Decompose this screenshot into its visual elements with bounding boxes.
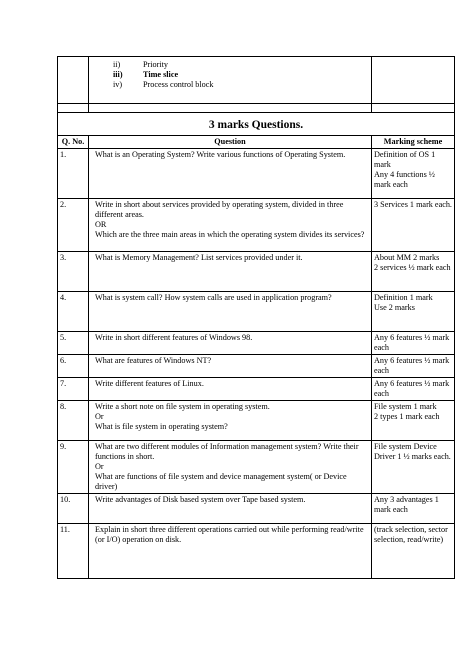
question-table <box>57 56 455 579</box>
question-text <box>89 355 372 378</box>
question-number: 2. <box>58 199 89 252</box>
marking-line: Any 4 functions ½ mark each <box>374 170 435 189</box>
section-title-row <box>58 113 455 136</box>
question-number: 3. <box>58 252 89 292</box>
marking-scheme <box>372 252 455 292</box>
table-row <box>58 149 455 199</box>
question-text <box>89 292 372 332</box>
marking-scheme <box>372 292 455 332</box>
table-row <box>58 199 455 252</box>
marking-line: Any 6 features ½ mark each <box>374 356 450 375</box>
question-line: Write a short note on file system in operating system. <box>95 402 270 411</box>
table-row <box>58 378 455 401</box>
marking-scheme <box>372 441 455 494</box>
question-line: What are features of Windows NT? <box>95 356 212 365</box>
header-qno: Q. No. <box>58 136 89 149</box>
marking-line: 3 Services 1 mark each. <box>374 200 452 209</box>
question-line: What is an Operating System? Write various functions of Operating System. <box>95 150 346 159</box>
marking-line: 2 services ½ mark each <box>374 263 451 272</box>
spacer-row <box>58 104 455 113</box>
marking-scheme <box>372 355 455 378</box>
question-line: What are two different modules of Information management system? Write their functions in short. <box>95 442 359 461</box>
question-line: OR <box>95 220 107 229</box>
question-sheet <box>57 56 454 579</box>
question-line: Or <box>95 412 104 421</box>
table-row <box>58 332 455 355</box>
table-row <box>58 252 455 292</box>
marking-scheme <box>372 378 455 401</box>
options-cell <box>89 57 372 104</box>
table-row <box>58 494 455 524</box>
option-item: iv) Process control block <box>113 80 214 89</box>
options-row <box>58 57 455 104</box>
question-line: Explain in short three different operations carried out while performing read/write (or I/O) operation on disk. <box>95 525 364 544</box>
marking-line: Definition of OS 1 mark <box>374 150 436 169</box>
question-text <box>89 441 372 494</box>
marking-line: Any 6 features ½ mark each <box>374 333 450 352</box>
marking-line: (track selection, sector selection, read/write) <box>374 525 448 544</box>
question-line: Write advantages of Disk based system over Tape based system. <box>95 495 306 504</box>
marking-line: 2 types 1 mark each <box>374 412 440 421</box>
question-line: What are functions of file system and device management system( or Device driver) <box>95 472 347 491</box>
marking-line: About MM 2 marks <box>374 253 440 262</box>
question-line: Or <box>95 462 104 471</box>
question-number: 7. <box>58 378 89 401</box>
question-line: What is Memory Management? List services provided under it. <box>95 253 303 262</box>
question-line: Write in short about services provided by operating system, divided in three different areas. <box>95 200 344 219</box>
marking-line: File system 1 mark <box>374 402 437 411</box>
table-row <box>58 292 455 332</box>
question-line: Write in short different features of Windows 98. <box>95 333 253 342</box>
marking-scheme <box>372 524 455 579</box>
marking-line: File system Device Driver 1 ½ marks each. <box>374 442 451 461</box>
marking-scheme <box>372 401 455 441</box>
question-text <box>89 401 372 441</box>
marking-line: Any 6 features ½ mark each <box>374 379 450 398</box>
question-number: 5. <box>58 332 89 355</box>
header-scheme: Marking scheme <box>372 136 455 149</box>
question-number: 6. <box>58 355 89 378</box>
question-number: 10. <box>58 494 89 524</box>
table-row <box>58 441 455 494</box>
question-text <box>89 149 372 199</box>
question-line: What is system call? How system calls are used in application program? <box>95 293 332 302</box>
marking-line: Use 2 marks <box>374 303 415 312</box>
marking-line: Definition 1 mark <box>374 293 433 302</box>
option-item: ii) Priority <box>113 60 169 69</box>
question-line: Write different features of Linux. <box>95 379 204 388</box>
marking-scheme <box>372 332 455 355</box>
question-text <box>89 494 372 524</box>
question-text <box>89 524 372 579</box>
question-text <box>89 252 372 292</box>
marking-scheme <box>372 494 455 524</box>
header-question: Question <box>89 136 372 149</box>
marking-line: Any 3 advantages 1 mark each <box>374 495 439 514</box>
table-row <box>58 401 455 441</box>
question-number: 8. <box>58 401 89 441</box>
table-row <box>58 355 455 378</box>
marking-scheme <box>372 149 455 199</box>
question-text <box>89 378 372 401</box>
question-number: 9. <box>58 441 89 494</box>
question-text <box>89 332 372 355</box>
question-line: Which are the three main areas in which the operating system divides its services? <box>95 230 365 239</box>
question-text <box>89 199 372 252</box>
header-row <box>58 136 455 149</box>
marking-scheme <box>372 199 455 252</box>
option-item: iii) Time slice <box>113 70 179 79</box>
section-title: 3 marks Questions. <box>58 113 455 136</box>
question-line: What is file system in operating system? <box>95 422 228 431</box>
question-number: 4. <box>58 292 89 332</box>
table-row <box>58 524 455 579</box>
question-number: 11. <box>58 524 89 579</box>
question-number: 1. <box>58 149 89 199</box>
